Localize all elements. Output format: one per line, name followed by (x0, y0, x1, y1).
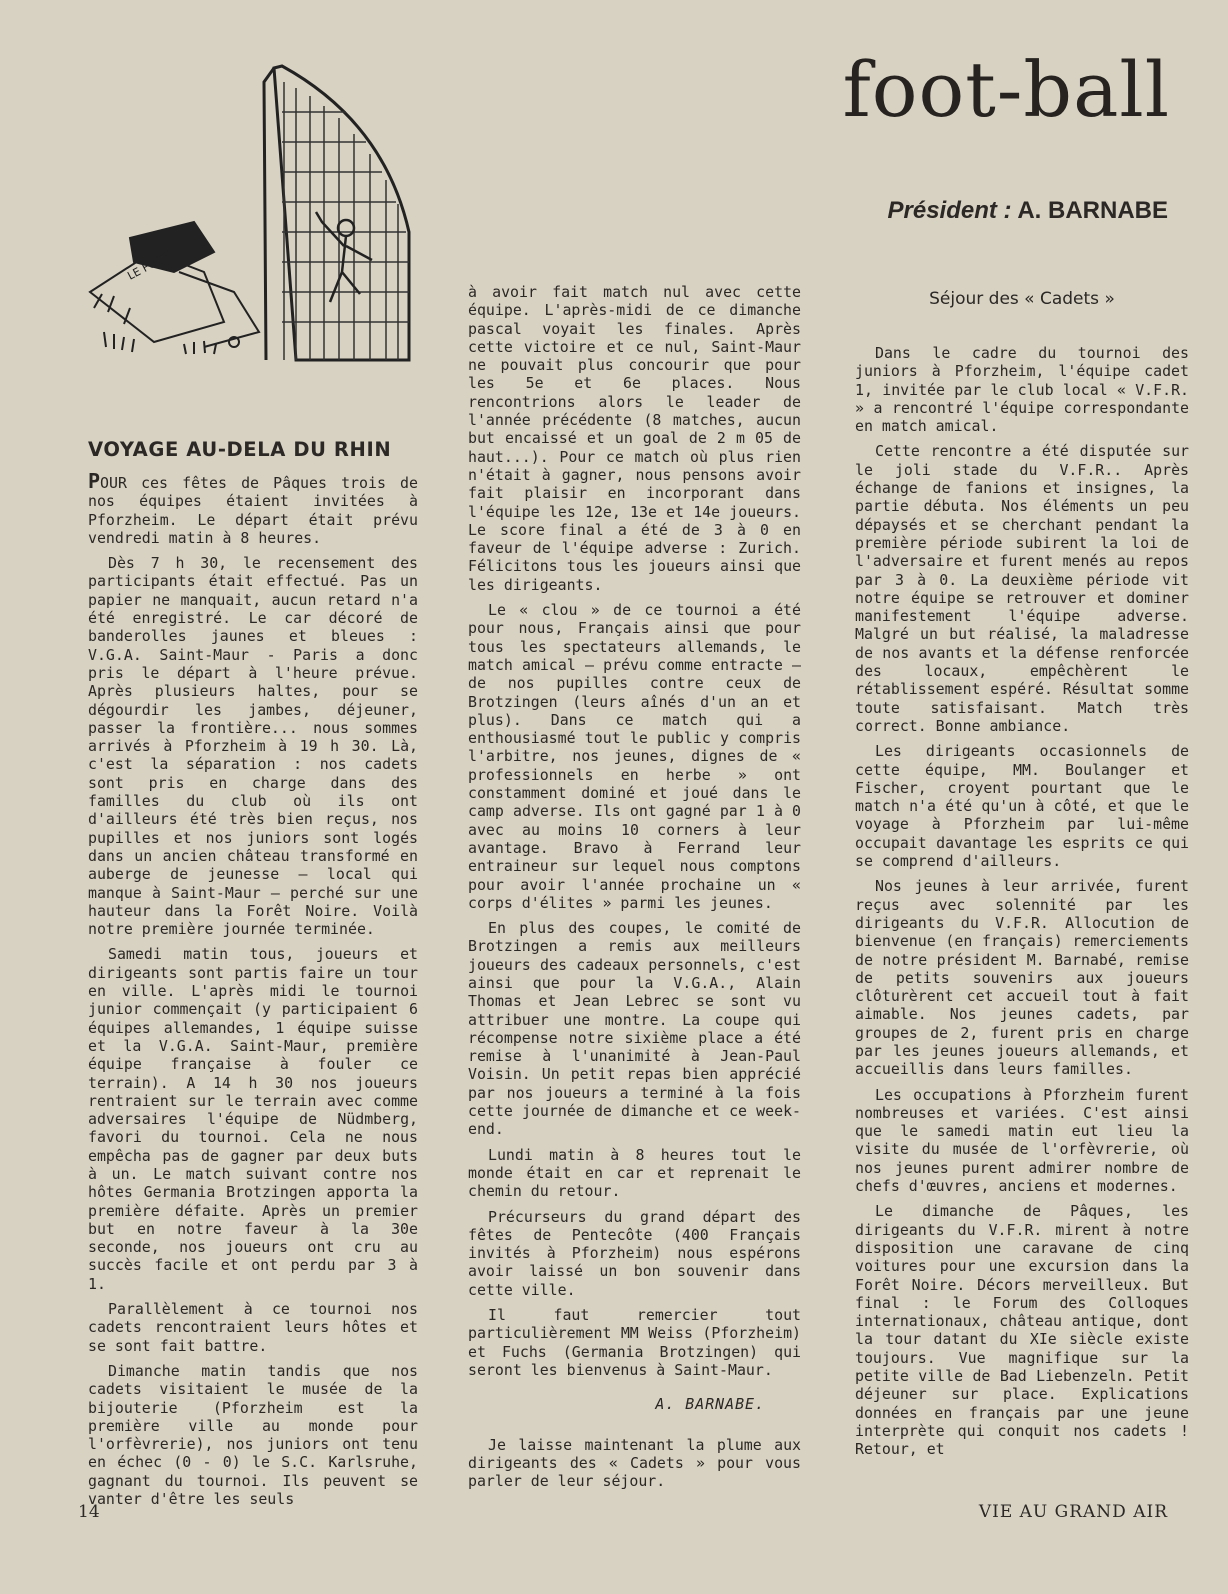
paragraph: Les occupations à Pforzheim furent nombreuses et variées. C'est ainsi que le samedi matin eut lieu la visite du musée de l'orfèvrerie, où nos jeunes purent admirer nombre de chefs d'œuvres, anciens et modernes. (855, 1085, 1189, 1196)
paragraph: Cette rencontre a été disputée sur le joli stade du V.F.R.. Après échange de fanions et insignes, la partie débuta. Nos éléments un peu dépaysés et se cherchant pendant la première période subirent la loi de l'adversaire et furent menés au repos par 3 à 0. La deuxième période vit notre équipe se retrouver et dominer manifestement l'équipe adverse. Malgré un but réalisé, la maladresse de nos avants et la défense renforcée des locaux, empêchèrent le rétablissement espéré. Résultat somme toute satisfaisant. Match très correct. Bonne ambiance. (855, 442, 1189, 735)
paragraph: Les dirigeants occasionnels de cette équipe, MM. Boulanger et Fischer, croyent pourtant que le match n'a été qu'un à côté, et que le voyage à Pforzheim par lui-même occupait davantage les esprits ce qui se comprend d'ailleurs. (855, 742, 1189, 871)
paragraph: POUR ces fêtes de Pâques trois de nos équipes étaient invitées à Pforzheim. Le départ était prévu vendredi matin à 8 heures. (88, 469, 418, 547)
paragraph: Dimanche matin tandis que nos cadets visitaient le musée de la bijouterie (Pforzheim est la première ville au monde pour l'orfèvrerie), nos juniors ont tenu en échec (0 - 0) le S.C. Karlsruhe, gagnant du tournoi. Ils peuvent se vanter d'être les seuls (88, 1361, 418, 1509)
paragraph: En plus des coupes, le comité de Brotzingen a remis aux meilleurs joueurs des cadeaux personnels, c'est ainsi que pour la V.G.A., Alain Thomas et Jean Lebrec se sont vu attribuer une montre. La coupe qui récompense notre sixième place a été remise à l'unanimité à Jean-Paul Voisin. Un petit repas bien apprécié par nos joueurs a terminé à la fois cette journée de dimanche et ce week-end. (468, 919, 801, 1139)
president-label: Président : (887, 197, 1012, 224)
paragraph: Lundi matin à 8 heures tout le monde était en car et reprenait le chemin du retour. (468, 1145, 801, 1201)
drop-cap: P (88, 469, 101, 493)
page-number: 14 (78, 1502, 100, 1522)
goalkeeper-illustration (84, 62, 424, 372)
illustration-label: LE FOOT (125, 249, 173, 283)
signature: A. BARNABE. (655, 1395, 765, 1414)
article-heading-voyage: VOYAGE AU-DELA DU RHIN (88, 438, 392, 461)
president-line (888, 197, 1168, 225)
paragraph: Le « clou » de ce tournoi a été pour nous, Français ainsi que pour tous les spectateurs allemands, le match amical — prévu comme entracte — de nos pupilles contre ceux de Brotzingen (leurs aînés d'un an et plus). Dans ce match qui a enthousiasmé tout le public y compris l'arbitre, nos jeunes, dignes de « professionnels en herbe » ont constamment dominé et joué dans le camp adverse. Ils ont gagné par 1 à 0 avec au moins 10 corners à leur avantage. Bravo à Ferrand leur entraineur sur lequel nous comptons pour avoir l'année prochaine un « corps d'élites » parmi les jeunes. (468, 601, 801, 912)
paragraph: Samedi matin tous, joueurs et dirigeants sont partis faire un tour en ville. L'après midi le tournoi junior commençait (y participaient 6 équipes allemandes, 1 équipe suisse et la V.G.A. Saint-Maur, première équipe française à fouler ce terrain). A 14 h 30 nos joueurs rentraient sur le terrain avec comme adversaires l'équipe de Nüdmberg, favori du tournoi. Cela ne nous empêcha pas de gagner par deux buts à un. Le match suivant contre nos hôtes Germania Brotzingen apporta la première défaite. Après un premier but en notre faveur à la 30e seconde, nos joueurs ont cru au succès facile et ont perdu par 3 à 1. (88, 945, 418, 1293)
column-1 (88, 469, 418, 1515)
paragraph: Nos jeunes à leur arrivée, furent reçus avec solennité par les dirigeants du V.F.R. Allocution de bienvenue (en français) remerciements de notre président M. Barnabé, remise de petits souvenirs aux joueurs clôturèrent cet accueil tout à fait aimable. Nos jeunes cadets, par groupes de 2, furent pris en charge par les jeunes joueurs allemands, et accueillis dans leurs familles. (855, 877, 1189, 1079)
paragraph: à avoir fait match nul avec cette équipe. L'après-midi de ce dimanche pascal voyait les finales. Après cette victoire et ce nul, Saint-Maur ne pouvait plus concourir que pour les 5e et 6e places. Nous rencontrions alors le leader de l'année précédente (8 matches, aucun but encaissé et un goal de 2 m 05 de haut...). Pour ce match où plus rien n'était à gagner, nous pensons avoir fait plaisir en incorporant dans l'équipe les 12e, 13e et 14e joueurs. Le score final a été de 3 à 0 en faveur de l'équipe adverse : Zurich. Félicitons tous les joueurs ainsi que les dirigeants. (468, 283, 801, 594)
column-2 (468, 283, 801, 1497)
column-3 (855, 344, 1189, 1466)
paragraph: Le dimanche de Pâques, les dirigeants du V.F.R. mirent à notre disposition une caravane de cinq voitures pour une excursion dans la Forêt Noire. Décors merveilleux. But final : le Forum des Colloques internationaux, château antique, dont la tour datant du XIe siècle existe toujours. Vue magnifique sur la petite ville de Bad Liebenzeln. Petit déjeuner sur place. Explications données en français par une jeune interprète qui conquit nos cadets ! Retour, et (855, 1202, 1189, 1459)
president-name: A. BARNABE (1017, 197, 1168, 224)
article-heading-sejour: Séjour des « Cadets » (929, 289, 1115, 309)
paragraph: Il faut remercier tout particulièrement MM Weiss (Pforzheim) et Fuchs (Germania Brotzingen) qui seront les bienvenus à Saint-Maur. (468, 1306, 801, 1379)
magazine-name: VIE AU GRAND AIR (978, 1502, 1168, 1522)
paragraph: Dans le cadre du tournoi des juniors à Pforzheim, l'équipe cadet 1, invitée par le club local « V.F.R. » a rencontré l'équipe correspondante en match amical. (855, 344, 1189, 436)
page-title: foot-ball (842, 45, 1170, 134)
paragraph: Parallèlement à ce tournoi nos cadets rencontraient leurs hôtes et se sont fait battre. (88, 1300, 418, 1355)
paragraph: Je laisse maintenant la plume aux dirigeants des « Cadets » pour vous parler de leur séjour. (468, 1435, 801, 1491)
paragraph: Précurseurs du grand départ des fêtes de Pentecôte (400 Français invités à Pforzheim) nous espérons avoir laissé un bon souvenir dans cette ville. (468, 1207, 801, 1299)
paragraph: Dès 7 h 30, le recensement des participants était effectué. Pas un papier ne manquait, aucun retard n'a été enregistré. Le car décoré de banderolles jaunes et bleues : V.G.A. Saint-Maur - Paris a donc pris le départ à l'heure prévue. Après plusieurs haltes, pour se dégourdir les jambes, déjeuner, passer la frontière... nous sommes arrivés à Pforzheim à 19 h 30. Là, c'est la séparation : nos cadets sont pris en charge dans des familles du club où ils ont d'ailleurs été très bien reçus, nos pupilles et nos juniors sont logés dans un ancien château transformé en auberge de jeunesse — local qui manque à Saint-Maur — perché sur une hauteur dans la Forêt Noire. Voilà notre première journée terminée. (88, 554, 418, 939)
